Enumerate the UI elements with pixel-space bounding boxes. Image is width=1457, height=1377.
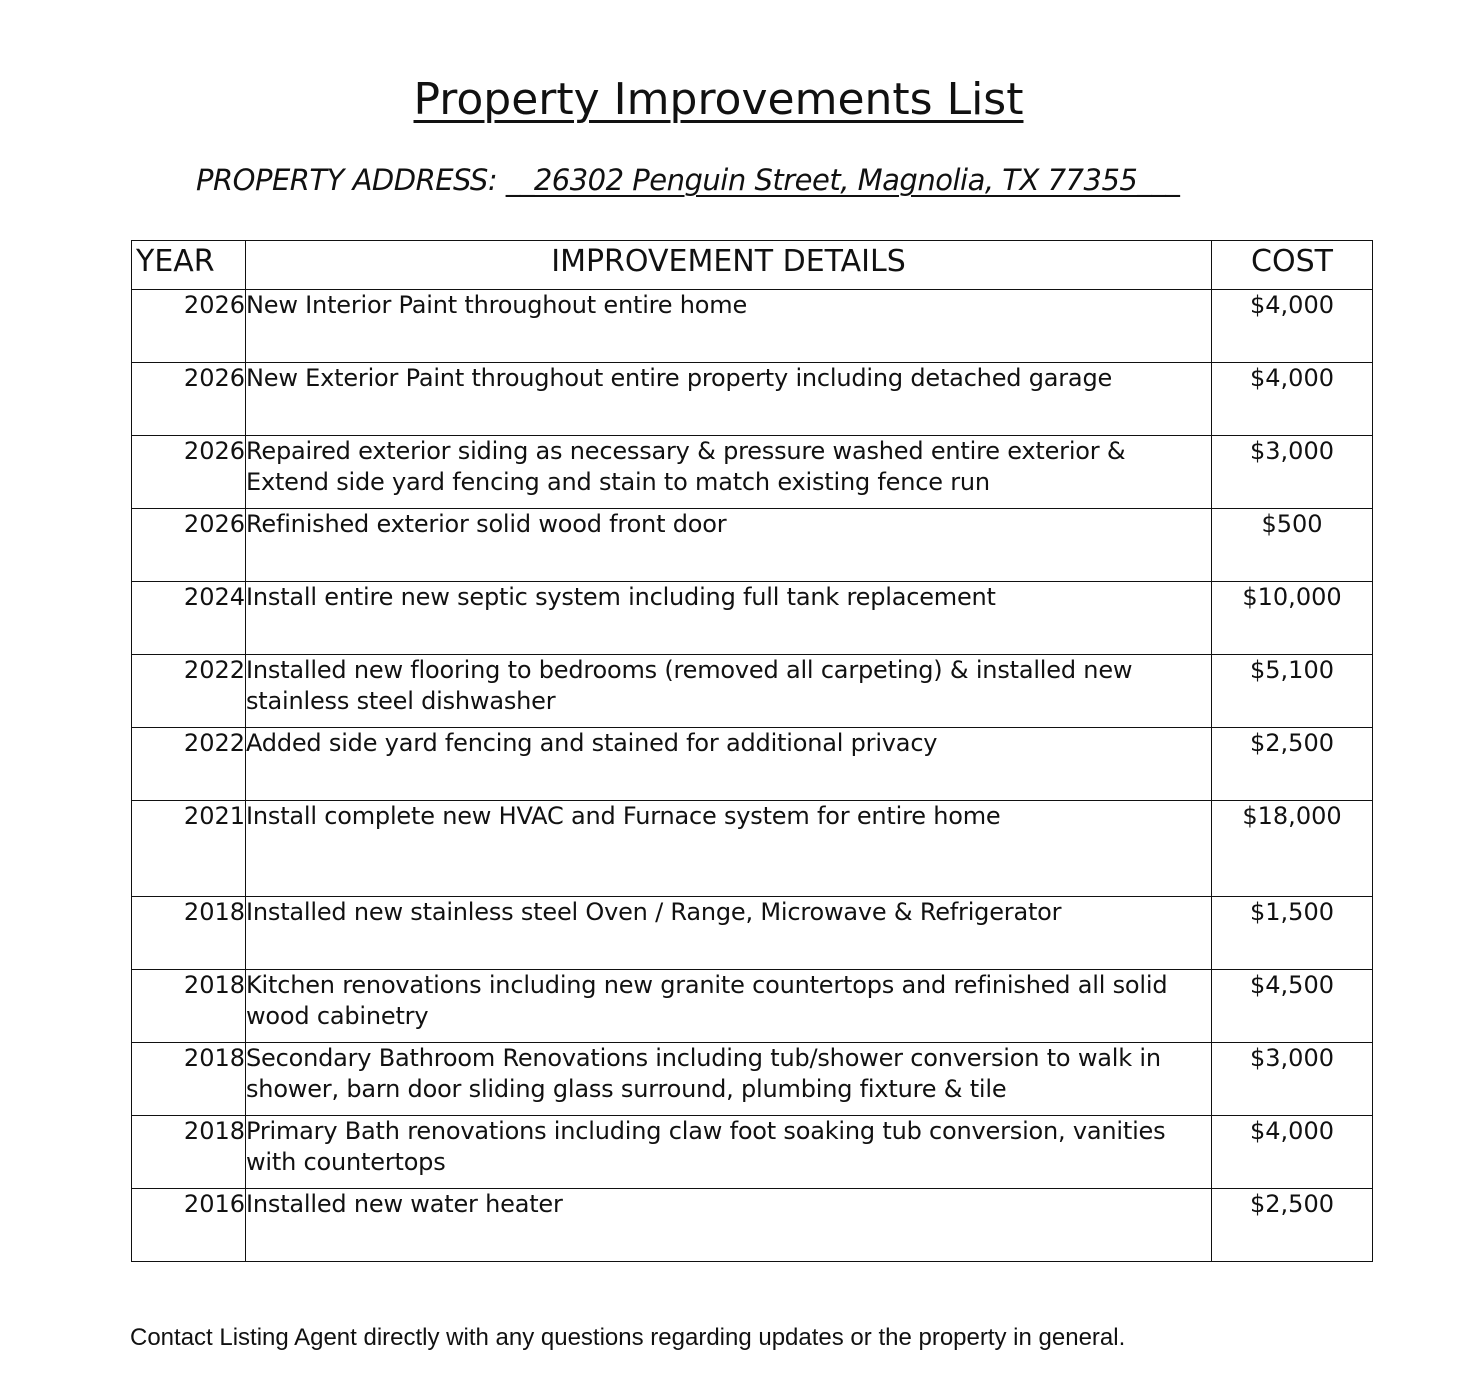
- address-label: PROPERTY ADDRESS:: [196, 163, 506, 197]
- header-year: YEAR: [132, 241, 246, 290]
- row-year: 2026: [132, 363, 246, 436]
- table-row: [132, 1189, 1373, 1262]
- row-year: 2026: [132, 509, 246, 582]
- row-cost: $4,000: [1212, 290, 1373, 363]
- row-details: Installed new stainless steel Oven / Range, Microwave & Refrigerator: [246, 897, 1212, 970]
- row-year: 2026: [132, 290, 246, 363]
- address-value: __26302 Penguin Street, Magnolia, TX 77355___: [505, 163, 1180, 197]
- table-row: [132, 801, 1373, 897]
- row-details: New Exterior Paint throughout entire property including detached garage: [246, 363, 1212, 436]
- row-details: Primary Bath renovations including claw foot soaking tub conversion, vanities with countertops: [246, 1116, 1212, 1189]
- table-row: [132, 1116, 1373, 1189]
- row-year: 2022: [132, 728, 246, 801]
- row-cost: $5,100: [1212, 655, 1373, 728]
- table-row: [132, 582, 1373, 655]
- row-cost: $4,000: [1212, 363, 1373, 436]
- table-row: [132, 728, 1373, 801]
- row-year: 2026: [132, 436, 246, 509]
- row-cost: $4,000: [1212, 1116, 1373, 1189]
- table-row: [132, 363, 1373, 436]
- property-address: [196, 160, 1179, 200]
- table-row: [132, 290, 1373, 363]
- header-cost: COST: [1212, 241, 1373, 290]
- row-details: Install entire new septic system including full tank replacement: [246, 582, 1212, 655]
- row-cost: $3,000: [1212, 1043, 1373, 1116]
- table-row: [132, 1043, 1373, 1116]
- row-details: Installed new water heater: [246, 1189, 1212, 1262]
- row-details: Secondary Bathroom Renovations including tub/shower conversion to walk in shower, barn door sliding glass surround, plumbing fixture & tile: [246, 1043, 1212, 1116]
- row-year: 2024: [132, 582, 246, 655]
- page-title: [0, 70, 1437, 130]
- header-details: IMPROVEMENT DETAILS: [246, 241, 1212, 290]
- table-row: [132, 970, 1373, 1043]
- table-row: [132, 897, 1373, 970]
- table-row: [132, 655, 1373, 728]
- row-cost: $1,500: [1212, 897, 1373, 970]
- row-year: 2018: [132, 970, 246, 1043]
- row-details: Refinished exterior solid wood front door: [246, 509, 1212, 582]
- improvements-table: [131, 240, 1373, 1262]
- row-cost: $10,000: [1212, 582, 1373, 655]
- row-year: 2018: [132, 1116, 246, 1189]
- row-details: New Interior Paint throughout entire home: [246, 290, 1212, 363]
- row-year: 2018: [132, 1043, 246, 1116]
- row-cost: $2,500: [1212, 728, 1373, 801]
- row-year: 2016: [132, 1189, 246, 1262]
- footer-note: Contact Listing Agent directly with any questions regarding updates or the property in general.: [130, 1324, 1126, 1351]
- row-cost: $18,000: [1212, 801, 1373, 897]
- row-details: Installed new flooring to bedrooms (removed all carpeting) & installed new stainless steel dishwasher: [246, 655, 1212, 728]
- row-cost: $500: [1212, 509, 1373, 582]
- row-cost: $4,500: [1212, 970, 1373, 1043]
- row-cost: $2,500: [1212, 1189, 1373, 1262]
- row-details: Repaired exterior siding as necessary & pressure washed entire exterior & Extend side yard fencing and stain to match existing fence run: [246, 436, 1212, 509]
- row-details: Install complete new HVAC and Furnace system for entire home: [246, 801, 1212, 897]
- row-year: 2022: [132, 655, 246, 728]
- row-year: 2018: [132, 897, 246, 970]
- table-row: [132, 436, 1373, 509]
- row-details: Kitchen renovations including new granite countertops and refinished all solid wood cabinetry: [246, 970, 1212, 1043]
- table-row: [132, 509, 1373, 582]
- row-details: Added side yard fencing and stained for additional privacy: [246, 728, 1212, 801]
- row-cost: $3,000: [1212, 436, 1373, 509]
- title-text: Property Improvements List: [413, 74, 1024, 125]
- row-year: 2021: [132, 801, 246, 897]
- table-header-row: [132, 241, 1373, 290]
